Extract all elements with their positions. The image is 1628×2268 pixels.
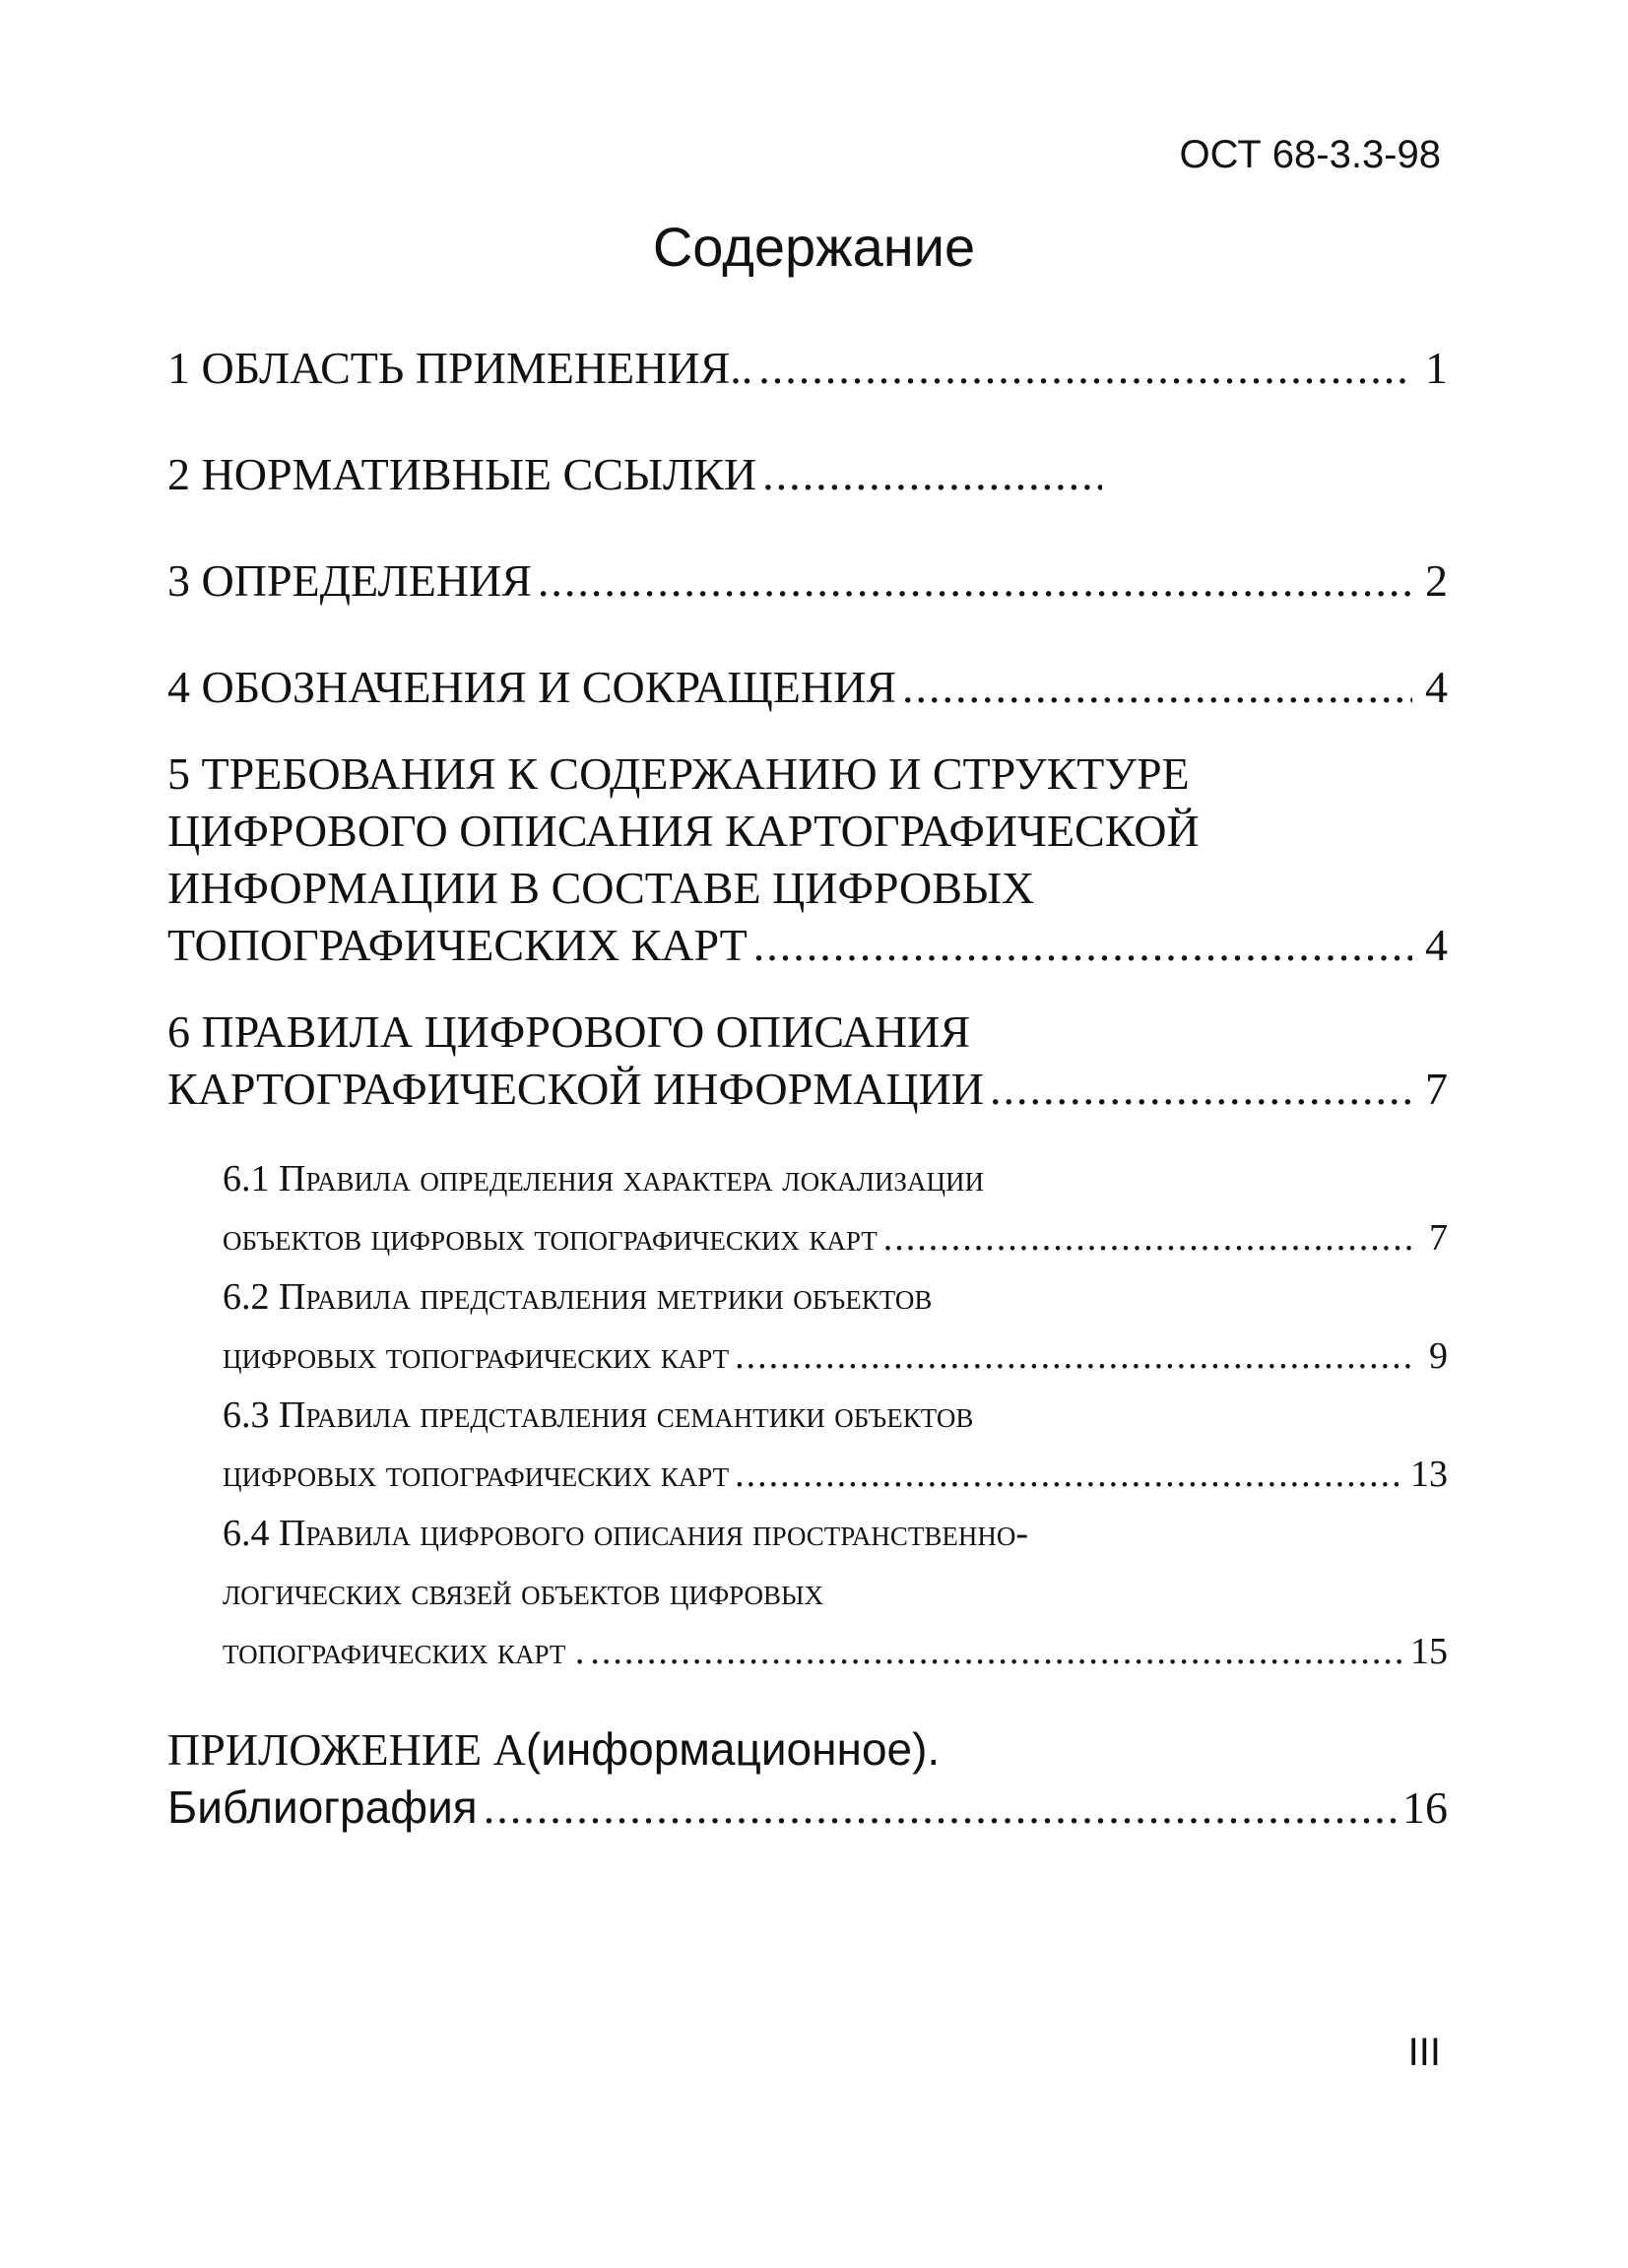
- appendix-type: (информационное).: [525, 1723, 941, 1775]
- toc-entry-title-line: ТОПОГРАФИЧЕСКИХ КАРТ: [167, 920, 748, 970]
- leader-dots: [735, 1445, 1404, 1504]
- toc-entry-title: 2 НОРМАТИВНЫЕ ССЫЛКИ: [167, 449, 757, 499]
- toc-entry-2[interactable]: [167, 446, 1448, 503]
- toc-subentry-6-2[interactable]: [223, 1267, 1448, 1386]
- leader-dots: [735, 1327, 1412, 1386]
- toc-entry-5[interactable]: [167, 745, 1448, 974]
- toc-subentry-title-line: 6.1 Правила определения характера локализации: [223, 1158, 984, 1199]
- toc-entry-title-line: ИНФОРМАЦИИ В СОСТАВЕ ЦИФРОВЫХ: [167, 863, 1035, 913]
- toc-subentry-6-1[interactable]: [223, 1149, 1448, 1267]
- toc-entry-title: 3 ОПРЕДЕЛЕНИЯ: [167, 555, 532, 606]
- toc-entry-title: 1 ОБЛАСТЬ ПРИМЕНЕНИЯ..: [167, 343, 753, 393]
- leader-dots: [484, 1780, 1397, 1837]
- leader-dots: [758, 340, 1412, 397]
- toc-page-number: 4: [1425, 920, 1448, 970]
- toc-entry-title-line: 6 ПРАВИЛА ЦИФРОВОГО ОПИСАНИЯ: [167, 1006, 971, 1057]
- leader-dots: [590, 1622, 1404, 1681]
- toc-entry-6[interactable]: [167, 1004, 1448, 1118]
- toc-entry-1[interactable]: [167, 340, 1448, 397]
- toc-subentry-title-line: 6.4 Правила цифрового описания пространственно-: [223, 1513, 1028, 1554]
- leader-dots: [883, 1208, 1412, 1267]
- leader-dots: [762, 446, 1102, 503]
- toc-subentry-title-line: 6.2 Правила представления метрики объектов: [223, 1276, 933, 1318]
- toc-subentry-title-line: цифровых топографических карт: [223, 1454, 730, 1495]
- toc-page-number: 15: [1410, 1631, 1448, 1672]
- toc-subentry-title-line: логических связей объектов цифровых: [223, 1572, 824, 1613]
- toc-page-number: 2: [1425, 555, 1448, 606]
- leader-dots: [538, 552, 1412, 610]
- leader-dots: [990, 1061, 1412, 1118]
- toc-subentry-6-4[interactable]: [223, 1504, 1448, 1681]
- appendix-title: Библиография: [167, 1782, 478, 1833]
- toc-entry-4[interactable]: [167, 659, 1448, 716]
- toc-entry-title-line: КАРТОГРАФИЧЕСКОЙ ИНФОРМАЦИИ: [167, 1064, 985, 1114]
- appendix-label: ПРИЛОЖЕНИЕ А: [167, 1724, 526, 1775]
- toc-subentry-title-line: объектов цифровых топографических карт: [223, 1217, 878, 1259]
- toc-page-number: 9: [1429, 1335, 1448, 1377]
- toc-page-number: 1: [1425, 343, 1448, 393]
- toc-subentry-6-3[interactable]: [223, 1386, 1448, 1504]
- document-code: ОСТ 68-3.3-98: [1179, 133, 1441, 176]
- toc-page-number: 4: [1425, 662, 1448, 712]
- toc-appendix[interactable]: [167, 1720, 1448, 1837]
- page-title: Содержание: [652, 216, 976, 278]
- toc-subentry-title-line: 6.3 Правила представления семантики объектов: [223, 1394, 974, 1436]
- toc-page-number: 13: [1410, 1454, 1448, 1495]
- toc-entry-title: 4 ОБОЗНАЧЕНИЯ И СОКРАЩЕНИЯ: [167, 662, 896, 712]
- toc-entry-title-line: 5 ТРЕБОВАНИЯ К СОДЕРЖАНИЮ И СТРУКТУРЕ: [167, 748, 1190, 799]
- leader-dots: [753, 917, 1412, 974]
- page-number: III: [1407, 2031, 1441, 2074]
- toc-subentry-title-line: топографических карт .: [223, 1631, 585, 1672]
- toc-entry-3[interactable]: [167, 552, 1448, 610]
- leader-dots: [902, 659, 1412, 716]
- toc-subentry-title-line: цифровых топографических карт: [223, 1335, 730, 1377]
- toc-entry-title-line: ЦИФРОВОГО ОПИСАНИЯ КАРТОГРАФИЧЕСКОЙ: [167, 806, 1200, 856]
- table-of-contents: [167, 340, 1448, 1837]
- toc-page-number: 7: [1425, 1064, 1448, 1114]
- toc-page-number: 7: [1429, 1217, 1448, 1259]
- toc-subsections: [167, 1149, 1448, 1681]
- toc-page-number: 16: [1402, 1782, 1448, 1833]
